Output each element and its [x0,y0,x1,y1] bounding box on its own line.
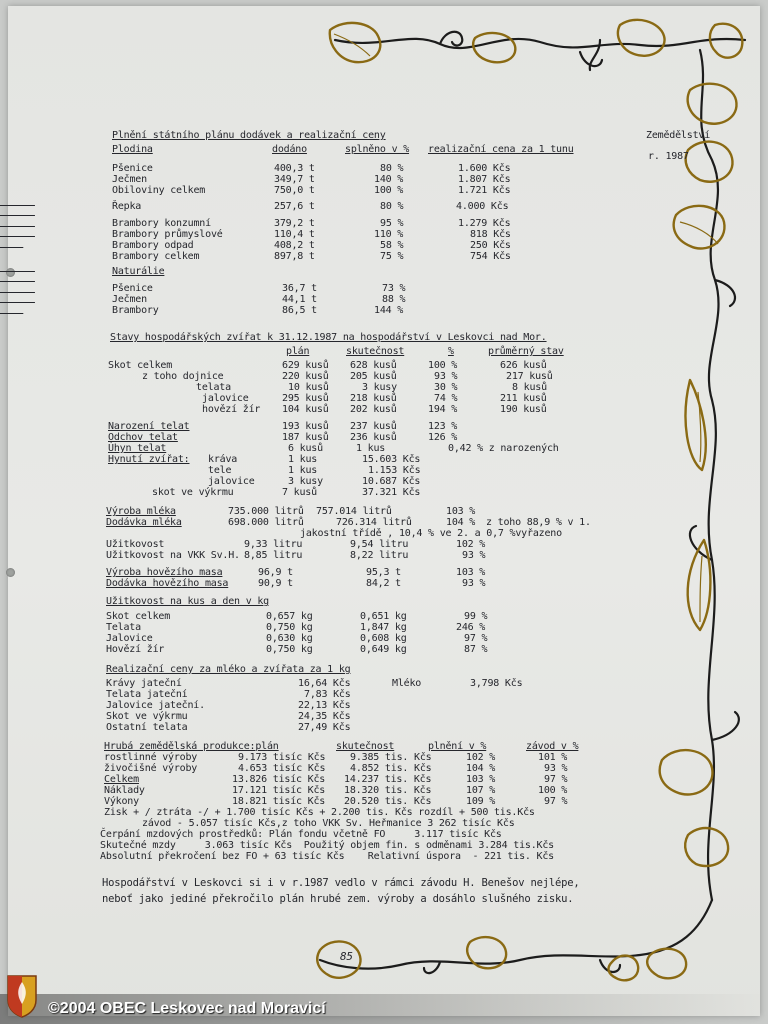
table-row: Náklady 17.121 tisíc Kčs 18.320 tis. Kčs 107 % 100 % [104,785,568,796]
page-number: 85 [340,950,353,963]
profit-line: Zisk + / ztráta -/ + 1.700 tisíc Kčs + 2.200 tis. Kčs rozdíl + 500 tis.Kčs [104,807,535,818]
footer-credit: ©2004 OBEC Leskovec nad Moravicí [48,1000,326,1017]
table-row: Výkony 18.821 tisíc Kčs 20.520 tis. Kčs 109 % 97 % [104,796,568,807]
table-row: Brambory konzumní 379,2 t 95 % 1.279 Kčs [112,218,511,229]
table-row: Řepka 257,6 t 80 % 4.000 Kčs [112,201,509,212]
table-row: živočišné výroby 4.653 tisíc Kčs 4.852 tis. Kčs 104 % 93 % [104,763,568,774]
gross-rows [0,753,768,863]
table-row: Celkem 13.826 tisíc Kčs 14.237 tis. Kčs 103 % 97 % [104,774,568,785]
naturalie-title: Naturálie [112,266,165,277]
table-row: Užitkovost 9,33 litru 9,54 litru 102 % [106,539,486,550]
prices-title: Realizační ceny za mléko a zvířata za 1 kg [106,664,351,675]
table-row: Brambory celkem 897,8 t 75 % 754 Kčs [112,251,511,262]
table-row: tele 1 kus 1.153 Kčs [208,465,421,476]
livestock-rows [0,361,768,416]
header-year: r. 1987 [648,151,689,162]
table-row: Jalovice 0,630 kg 0,608 kg 97 % [106,633,488,644]
daily-yield-title: Užitkovost na kus a den v kg [106,596,269,607]
wage-line: Skutečné mzdy 3.063 tisíc Kčs Použitý objem fin. s odměnami 3.284 tis.Kčs [100,840,554,851]
beef-rows [0,568,768,590]
profit-line: závod - 5.057 tisíc Kčs,z toho VKK Sv. Heřmanice 3 262 tisíc Kčs [142,818,515,829]
table-row: Jalovice jateční. 22,13 Kčs [106,700,351,711]
village-coat-of-arms [6,974,38,1018]
table-row: Telata 0,750 kg 1,847 kg 246 % [106,622,486,633]
births-rows [0,422,768,455]
table-row: Brambory 86,5 t 144 % [112,305,404,316]
col-cena: realizační cena za 1 tunu [428,144,574,155]
table-row: rostlinné výroby 9.173 tisíc Kčs 9.385 tis. Kčs 102 % 101 % [104,752,568,763]
table-row: hovězí žír 104 kusů 202 kusů 194 % 190 kusů [202,404,547,415]
table-row: Odchov telat 187 kusů 236 kusů 126 % [108,432,458,443]
table-row: Skot celkem 629 kusů 628 kusů 100 % 626 kusů [108,360,547,371]
table-row: Dodávka hovězího masa 90,9 t 84,2 t 93 % [106,578,486,589]
prices-rows [0,679,768,734]
table-row: Brambory průmyslové 110,4 t 110 % 818 Kčs [112,229,511,240]
conclusion-line-1: Hospodářství v Leskovci si i v r.1987 vedlo v rámci závodu H. Benešov nejlépe, [102,877,580,889]
wage-line: Čerpání mzdových prostředků: Plán fondu včetně FO 3.117 tisíc Kčs [100,829,502,840]
table-row: skot ve výkrmu 7 kusů 37.321 Kčs [152,487,421,498]
milk-yield-rows [0,540,768,562]
table-row: jalovice 295 kusů 218 kusů 74 % 211 kusů [202,393,547,404]
sold-rows [0,455,768,499]
wage-line: Absolutní překročení bez FO + 63 tisíc Kčs Relativní úspora - 221 tis. Kčs [100,851,554,862]
table-row: Pšenice 400,3 t 80 % 1.600 Kčs [112,163,511,174]
daily-yield-rows [0,612,768,656]
plan-table-header [0,145,768,156]
conclusion-line-2: neboť jako jediné překročilo plán hrubé zem. výroby a dosáhlo slušného zisku. [102,893,574,905]
header-side-label: Zemědělství [646,130,711,141]
table-row: Hynutí zvířat: kráva 1 kus 15.603 Kčs [108,454,421,465]
table-row: Dodávka mléka 698.000 litrů 726.314 litrů 104 % z toho 88,9 % v 1. [106,517,591,528]
table-row: Brambory odpad 408,2 t 58 % 250 Kčs [112,240,511,251]
col-dodano: dodáno [272,144,307,155]
plan-rows-grain [0,164,768,197]
col-splneno: splněno v % [345,144,410,155]
table-row: Výroba mléka 735.000 litrů 757.014 litrů 103 % [106,506,476,517]
plan-rows-potatoes [0,219,768,263]
table-row: Ječmen 349,7 t 140 % 1.807 Kčs [112,174,511,185]
livestock-header: plán skutečnost % průměrný stav [286,346,564,357]
table-row: Hovězí žír 0,750 kg 0,649 kg 87 % [106,644,488,655]
footer-bar [0,994,768,1024]
col-plodina: Plodina [112,144,153,155]
naturalie-rows [0,284,768,317]
table-row: jakostní třídě , 10,4 % ve 2. a 0,7 %vyřazeno [300,528,562,539]
table-row: Skot celkem 0,657 kg 0,651 kg 99 % [106,611,488,622]
table-row: Užitkovost na VKK Sv.H. 8,85 litru 8,22 litru 93 % [106,550,486,561]
table-row: Ječmen 44,1 t 88 % [112,294,406,305]
livestock-title: Stavy hospodářských zvířat k 31.12.1987 na hospodářství v Leskovci nad Mor. [110,332,547,343]
document-title: Plnění státního plánu dodávek a realizační ceny [112,130,386,141]
table-row: Obiloviny celkem 750,0 t 100 % 1.721 Kčs [112,185,511,196]
table-row: Výroba hovězího masa 96,9 t 95,3 t 103 % [106,567,486,578]
table-row: jalovice 3 kusy 10.687 Kčs [208,476,421,487]
table-row: Pšenice 36,7 t 73 % [112,283,406,294]
gross-header: Hrubá zemědělská produkce:plán skutečnost plnění v % závod v % [104,741,579,752]
table-row: telata 10 kusů 3 kusy 30 % 8 kusů [196,382,547,393]
table-row: Ostatní telata 27,49 Kčs [106,722,351,733]
table-row: z toho dojnice 220 kusů 205 kusů 93 % 217 kusů [142,371,553,382]
table-row: Telata jateční 7,83 Kčs [106,689,351,700]
plan-row-repka [0,202,768,213]
table-row: Krávy jateční 16,64 Kčs Mléko 3,798 Kčs [106,678,523,689]
milk-rows [0,507,768,540]
table-row: Úhyn telat 6 kusů 1 kus 0,42 % z narozených [108,443,559,454]
table-row: Narození telat 193 kusů 237 kusů 123 % [108,421,458,432]
table-row: Skot ve výkrmu 24,35 Kčs [106,711,351,722]
